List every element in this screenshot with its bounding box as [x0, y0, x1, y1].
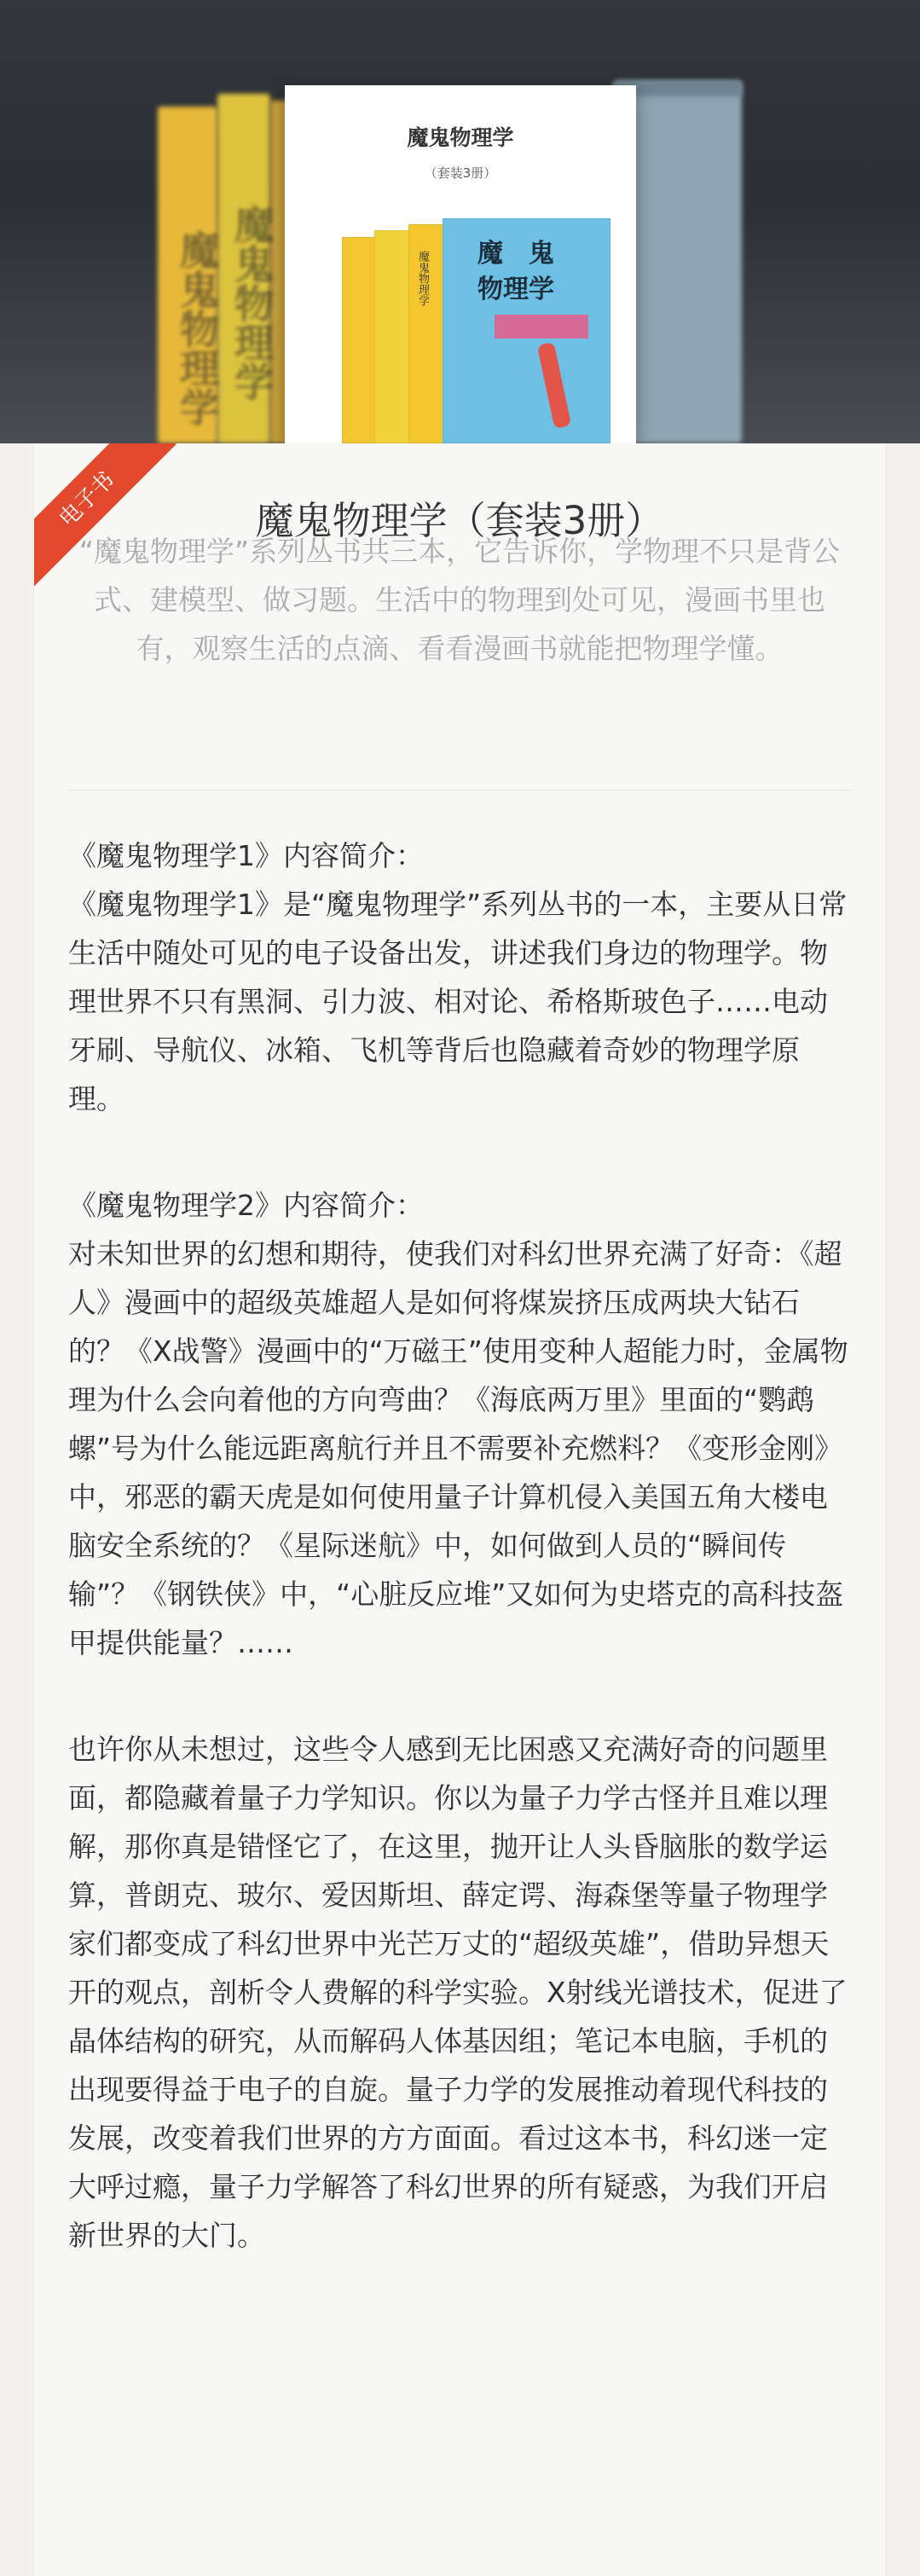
mini-book-tagline-block — [495, 315, 588, 339]
mini-book-front — [443, 218, 610, 443]
ebook-badge: 电子书 — [34, 443, 176, 589]
mini-book-spine — [408, 224, 444, 443]
section-body-book2: 对未知世界的幻想和期待，使我们对科幻世界充满了好奇：《超人》漫画中的超级英雄超人是如何将煤炭挤压成两块大钻石的？《X战警》漫画中的“万磁王”使用变种人超能力时，金属物理为什么会向着他的方向弯曲？《海底两万里》里面的“鹦鹉螺”号为什么能远距离航行并且不需要补充燃料？《变形金刚》中，邪恶的霸天虎是如何使用量子计算机侵入美国五角大楼电脑安全系统的？《星际迷航》中，如何做到人员的“瞬间传输”？《钢铁侠》中，“心脏反应堆”又如何为史塔克的高科技盔甲提供能量？…… — [68, 1237, 848, 1659]
blurred-spine-text: 魔鬼物理学 — [229, 205, 275, 401]
section-body-book1: 《魔鬼物理学1》是“魔鬼物理学”系列丛书的一本，主要从日常生活中随处可见的电子设备出发，讲述我们身边的物理学。物理世界不只有黑洞、引力波、相对论、希格斯玻色子……电动牙刷、导航仪、冰箱、飞机等背后也隐藏着奇妙的物理学原理。 — [68, 888, 848, 1115]
book-intro: “魔鬼物理学”系列丛书共三本，它告诉你，学物理不只是背公式、建模型、做习题。生活中的物理到处可见，漫画书里也有，观察生活的点滴、看看漫画书就能把物理学懂。 — [78, 535, 841, 665]
book-cover-image — [285, 85, 636, 443]
toothbrush-illustration — [537, 342, 571, 429]
book-title: 魔鬼物理学（套装3册） — [255, 498, 664, 543]
book-description — [68, 831, 851, 2260]
section-heading-book2: 《魔鬼物理学2》内容简介： — [68, 1189, 424, 1222]
mini-book-spine-text: 魔鬼物理学 — [416, 251, 429, 306]
book-detail-card — [34, 443, 885, 2576]
mini-book-spine — [342, 237, 376, 443]
mini-book-spine — [374, 230, 410, 443]
cover-banner — [0, 0, 920, 443]
mini-book-title: 魔 鬼 物理学 — [477, 239, 554, 304]
blurred-spine-text: 魔鬼物理学 — [174, 230, 220, 426]
cover-subtitle: （套装3册） — [424, 165, 497, 181]
section-body-book2-continued: 也许你从未想过，这些令人感到无比困惑又充满好奇的问题里面，都隐藏着量子力学知识。你以为量子力学古怪并且难以理解，那你真是错怪它了，在这里，抛开让人头昏脑胀的数学运算，普朗克、玻尔、爱因斯坦、薛定谔、海森堡等量子物理学家们都变成了科幻世界中光芒万丈的“超级英雄”，借助异想天开的观点，剖析令人费解的科学实验。X射线光谱技术，促进了晶体结构的研究，从而解码人体基因组；笔记本电脑，手机的出现要得益于电子的自旋。量子力学的发展推动着现代科技的发展，改变着我们世界的方方面面。看过这本书，科幻迷一定大呼过瘾，量子力学解答了科幻世界的所有疑惑，为我们开启新世界的大门。 — [68, 1733, 848, 2252]
cover-title: 魔鬼物理学 — [407, 125, 514, 150]
section-heading-book1: 《魔鬼物理学1》内容简介： — [68, 839, 424, 872]
